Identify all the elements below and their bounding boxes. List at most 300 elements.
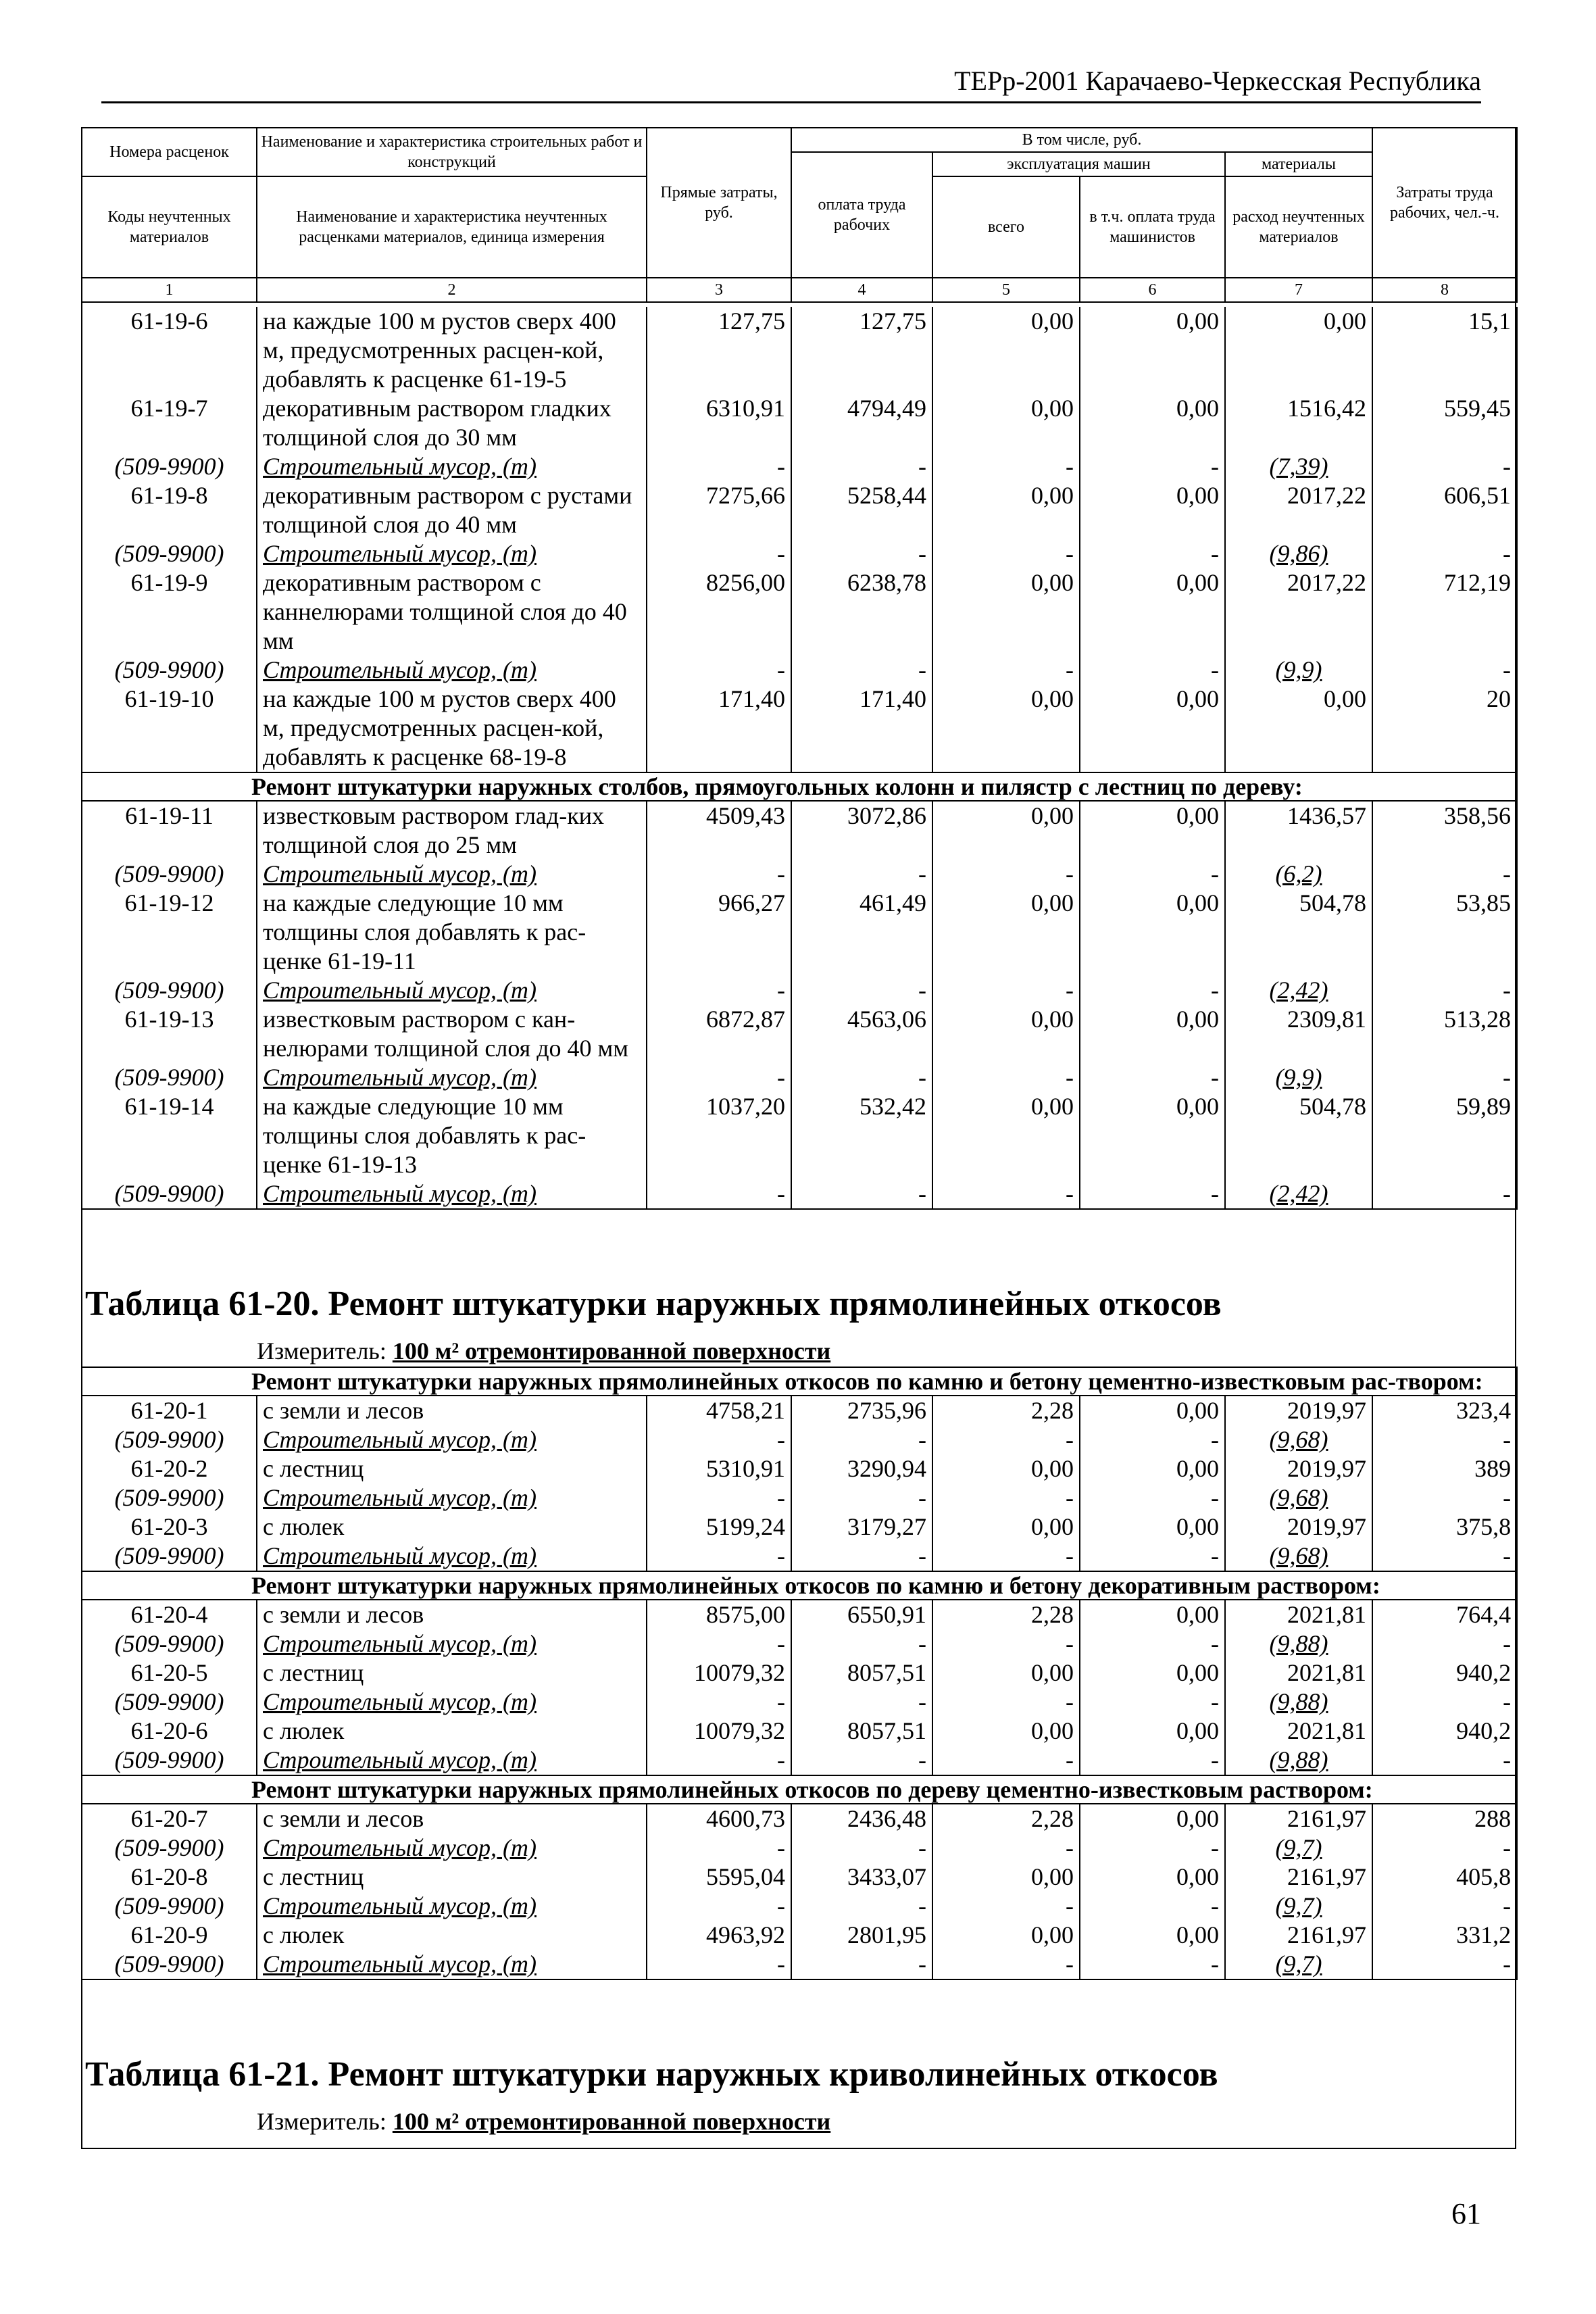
machines-total: - — [932, 1833, 1080, 1863]
labor-pay: - — [791, 1833, 932, 1863]
material-row — [82, 1063, 1517, 1092]
machines-total: 0,00 — [932, 394, 1080, 452]
rate-code: (509-9900) — [82, 1542, 257, 1571]
materials-value: 2309,81 — [1225, 1005, 1372, 1063]
labor-hours: - — [1372, 452, 1517, 481]
labor-pay: - — [791, 1892, 932, 1921]
machines-total: 0,00 — [932, 568, 1080, 656]
page-header: ТЕРр-2001 Карачаево-Черкесская Республика — [954, 66, 1481, 96]
labor-pay: - — [791, 1542, 932, 1571]
labor-hours: 606,51 — [1372, 481, 1517, 539]
labor-hours: - — [1372, 1892, 1517, 1921]
machinist-pay: - — [1080, 1833, 1225, 1863]
rate-code: 61-20-1 — [82, 1396, 257, 1425]
labor-pay: - — [791, 1483, 932, 1512]
machinist-pay: 0,00 — [1080, 889, 1225, 976]
rate-description: Строительный мусор, (т) — [257, 976, 647, 1005]
machinist-pay: 0,00 — [1080, 1658, 1225, 1688]
machinist-pay: - — [1080, 1688, 1225, 1717]
rate-description: Строительный мусор, (т) — [257, 452, 647, 481]
machines-total: 0,00 — [932, 1005, 1080, 1063]
rate-description: Строительный мусор, (т) — [257, 1542, 647, 1571]
material-row — [82, 1950, 1517, 1979]
labor-hours: 940,2 — [1372, 1717, 1517, 1746]
machines-total: 0,00 — [932, 889, 1080, 976]
rate-code: (509-9900) — [82, 1483, 257, 1512]
materials-value: (9,68) — [1225, 1483, 1372, 1512]
machinist-pay: 0,00 — [1080, 801, 1225, 860]
direct-costs: 4963,92 — [647, 1921, 791, 1950]
rate-code: (509-9900) — [82, 452, 257, 481]
machines-total: 0,00 — [932, 1921, 1080, 1950]
machines-total: - — [932, 1892, 1080, 1921]
labor-pay: - — [791, 539, 932, 568]
machines-total: 2,28 — [932, 1396, 1080, 1425]
section-title: Ремонт штукатурки наружных столбов, прямоугольных колонн и пилястр с лестниц по дереву: — [82, 772, 1517, 801]
labor-hours: 358,56 — [1372, 801, 1517, 860]
rate-description: Строительный мусор, (т) — [257, 1833, 647, 1863]
labor-pay: 3433,07 — [791, 1863, 932, 1892]
measure-label: Измеритель: — [257, 2108, 386, 2135]
labor-hours: 15,1 — [1372, 307, 1517, 394]
labor-hours: 389 — [1372, 1454, 1517, 1483]
material-row — [82, 1892, 1517, 1921]
labor-hours: 288 — [1372, 1804, 1517, 1833]
rate-row — [82, 481, 1517, 539]
machines-total: 0,00 — [932, 1092, 1080, 1179]
materials-value: (9,68) — [1225, 1425, 1372, 1454]
rate-description: Строительный мусор, (т) — [257, 1179, 647, 1209]
rate-row — [82, 801, 1517, 860]
direct-costs: - — [647, 1950, 791, 1979]
machinist-pay: 0,00 — [1080, 481, 1225, 539]
rate-code: 61-20-6 — [82, 1717, 257, 1746]
material-row — [82, 1542, 1517, 1571]
direct-costs: 5595,04 — [647, 1863, 791, 1892]
machinist-pay: 0,00 — [1080, 1454, 1225, 1483]
labor-pay: - — [791, 1688, 932, 1717]
machinist-pay: - — [1080, 1425, 1225, 1454]
materials-value: (9,7) — [1225, 1950, 1372, 1979]
direct-costs: 4758,21 — [647, 1396, 791, 1425]
rate-code: (509-9900) — [82, 1063, 257, 1092]
column-header — [81, 127, 1518, 303]
rate-description: с лестниц — [257, 1658, 647, 1688]
col-number: 3 — [647, 278, 791, 302]
rate-description: на каждые следующие 10 мм толщины слоя добавлять к рас-ценке 61-19-13 — [257, 1092, 647, 1179]
materials-value: 2019,97 — [1225, 1454, 1372, 1483]
labor-pay: 6238,78 — [791, 568, 932, 656]
table-61-20-measure — [257, 1337, 830, 1365]
rate-row — [82, 1921, 1517, 1950]
rate-code: (509-9900) — [82, 1892, 257, 1921]
labor-hours: 712,19 — [1372, 568, 1517, 656]
labor-hours: - — [1372, 1063, 1517, 1092]
labor-hours: - — [1372, 539, 1517, 568]
page-number: 61 — [1451, 2197, 1481, 2230]
direct-costs: 7275,66 — [647, 481, 791, 539]
rate-description: с люлек — [257, 1717, 647, 1746]
material-row — [82, 1483, 1517, 1512]
rate-code: (509-9900) — [82, 1425, 257, 1454]
materials-value: (9,88) — [1225, 1629, 1372, 1658]
material-row — [82, 1425, 1517, 1454]
machinist-pay: - — [1080, 1483, 1225, 1512]
labor-pay: 127,75 — [791, 307, 932, 394]
labor-hours: - — [1372, 860, 1517, 889]
machinist-pay: - — [1080, 1179, 1225, 1209]
rate-description: с лестниц — [257, 1863, 647, 1892]
labor-hours: 20 — [1372, 685, 1517, 772]
rate-description: Строительный мусор, (т) — [257, 1425, 647, 1454]
direct-costs: 6310,91 — [647, 394, 791, 452]
direct-costs: - — [647, 1179, 791, 1209]
machinist-pay: 0,00 — [1080, 394, 1225, 452]
labor-pay: 2801,95 — [791, 1921, 932, 1950]
material-row — [82, 976, 1517, 1005]
labor-hours: - — [1372, 1483, 1517, 1512]
direct-costs: 8256,00 — [647, 568, 791, 656]
direct-costs: - — [647, 1483, 791, 1512]
machinist-pay: 0,00 — [1080, 1396, 1225, 1425]
machinist-pay: 0,00 — [1080, 1863, 1225, 1892]
machines-total: - — [932, 1688, 1080, 1717]
labor-hours: 559,45 — [1372, 394, 1517, 452]
section-title: Ремонт штукатурки наружных прямолинейных откосов по камню и бетону цементно-известковым рас-твором: — [82, 1367, 1517, 1396]
col-number: 8 — [1372, 278, 1517, 302]
rate-code: (509-9900) — [82, 539, 257, 568]
labor-hours: 764,4 — [1372, 1600, 1517, 1629]
rate-row — [82, 1512, 1517, 1542]
materials-value: 2161,97 — [1225, 1863, 1372, 1892]
labor-hours: - — [1372, 1629, 1517, 1658]
machines-total: - — [932, 1179, 1080, 1209]
labor-hours: - — [1372, 1688, 1517, 1717]
rate-code: (509-9900) — [82, 1688, 257, 1717]
materials-value: 2021,81 — [1225, 1658, 1372, 1688]
machines-total: - — [932, 539, 1080, 568]
materials-value: (9,68) — [1225, 1542, 1372, 1571]
rate-row — [82, 1863, 1517, 1892]
machinist-pay: 0,00 — [1080, 1921, 1225, 1950]
col6-header: в т.ч. оплата труда машинистов — [1080, 176, 1225, 278]
machines-total: - — [932, 976, 1080, 1005]
rate-description: Строительный мусор, (т) — [257, 1892, 647, 1921]
labor-pay: - — [791, 1425, 932, 1454]
materials-value: 0,00 — [1225, 685, 1372, 772]
rate-code: (509-9900) — [82, 1179, 257, 1209]
materials-value: 504,78 — [1225, 889, 1372, 976]
rate-code: 61-20-7 — [82, 1804, 257, 1833]
material-row — [82, 656, 1517, 685]
group-header: В том числе, руб. — [791, 128, 1372, 152]
measure-value: 100 м² отремонтированной поверхности — [392, 1337, 831, 1364]
labor-pay: - — [791, 860, 932, 889]
rate-description: Строительный мусор, (т) — [257, 1950, 647, 1979]
materials-value: 504,78 — [1225, 1092, 1372, 1179]
materials-value: 2019,97 — [1225, 1396, 1372, 1425]
materials-header: материалы — [1225, 152, 1372, 176]
materials-value: (6,2) — [1225, 860, 1372, 889]
machinist-pay: - — [1080, 860, 1225, 889]
machinist-pay: - — [1080, 1892, 1225, 1921]
machines-total: 0,00 — [932, 801, 1080, 860]
labor-pay: 4794,49 — [791, 394, 932, 452]
labor-pay: 6550,91 — [791, 1600, 932, 1629]
rate-description: Строительный мусор, (т) — [257, 1688, 647, 1717]
labor-pay: - — [791, 452, 932, 481]
table-61-21-measure — [257, 2107, 830, 2136]
machinist-pay: - — [1080, 1746, 1225, 1775]
material-row — [82, 1179, 1517, 1209]
machinist-pay: 0,00 — [1080, 568, 1225, 656]
machines-total: - — [932, 1746, 1080, 1775]
machines-total: 0,00 — [932, 307, 1080, 394]
machinist-pay: - — [1080, 1950, 1225, 1979]
machines-total: - — [932, 1629, 1080, 1658]
machinist-pay: - — [1080, 452, 1225, 481]
rates-table-61-19 — [81, 307, 1518, 1210]
direct-costs: - — [647, 539, 791, 568]
machinist-pay: 0,00 — [1080, 1512, 1225, 1542]
col-number: 5 — [932, 278, 1080, 302]
rate-code: (509-9900) — [82, 656, 257, 685]
rate-row — [82, 1396, 1517, 1425]
labor-hours: 53,85 — [1372, 889, 1517, 976]
labor-hours: 331,2 — [1372, 1921, 1517, 1950]
direct-costs: 966,27 — [647, 889, 791, 976]
direct-costs: - — [647, 1746, 791, 1775]
labor-pay: - — [791, 1629, 932, 1658]
material-row — [82, 1688, 1517, 1717]
labor-hours: - — [1372, 976, 1517, 1005]
machinist-pay: 0,00 — [1080, 307, 1225, 394]
machines-total: 0,00 — [932, 1658, 1080, 1688]
machines-total: - — [932, 1425, 1080, 1454]
materials-value: (2,42) — [1225, 1179, 1372, 1209]
col1-bottom-header: Коды неучтенных материалов — [82, 176, 257, 278]
machinist-pay: - — [1080, 1629, 1225, 1658]
rate-row — [82, 1600, 1517, 1629]
direct-costs: - — [647, 976, 791, 1005]
measure-label: Измеритель: — [257, 1337, 386, 1364]
rate-description: Строительный мусор, (т) — [257, 1746, 647, 1775]
rate-code: (509-9900) — [82, 976, 257, 1005]
labor-hours: - — [1372, 1179, 1517, 1209]
machines-total: - — [932, 656, 1080, 685]
labor-hours: 940,2 — [1372, 1658, 1517, 1688]
direct-costs: - — [647, 1063, 791, 1092]
materials-value: 2017,22 — [1225, 481, 1372, 539]
rate-code: 61-20-5 — [82, 1658, 257, 1688]
rate-description: с люлек — [257, 1921, 647, 1950]
labor-pay: 8057,51 — [791, 1717, 932, 1746]
material-row — [82, 860, 1517, 889]
machines-total: - — [932, 860, 1080, 889]
labor-hours: 375,8 — [1372, 1512, 1517, 1542]
rate-description: известковым раствором глад-ких толщиной слоя до 25 мм — [257, 801, 647, 860]
materials-value: (9,86) — [1225, 539, 1372, 568]
col2-top-header: Наименование и характеристика строительных работ и конструкций — [257, 128, 647, 176]
col-number: 7 — [1225, 278, 1372, 302]
materials-value: 1516,42 — [1225, 394, 1372, 452]
labor-pay: 3179,27 — [791, 1512, 932, 1542]
rate-code: 61-19-10 — [82, 685, 257, 772]
rates-table-61-20 — [81, 1367, 1518, 1980]
direct-costs: 4600,73 — [647, 1804, 791, 1833]
materials-value: 1436,57 — [1225, 801, 1372, 860]
labor-pay: - — [791, 656, 932, 685]
direct-costs: 127,75 — [647, 307, 791, 394]
direct-costs: 10079,32 — [647, 1658, 791, 1688]
rate-row — [82, 1005, 1517, 1063]
materials-value: (9,7) — [1225, 1892, 1372, 1921]
rate-description: на каждые 100 м рустов сверх 400 м, предусмотренных расцен-кой, добавлять к расценке 68-19-8 — [257, 685, 647, 772]
materials-value: 2019,97 — [1225, 1512, 1372, 1542]
rate-code: 61-19-11 — [82, 801, 257, 860]
rate-row — [82, 1658, 1517, 1688]
rate-description: Строительный мусор, (т) — [257, 1483, 647, 1512]
direct-costs: - — [647, 452, 791, 481]
direct-costs: 1037,20 — [647, 1092, 791, 1179]
materials-value: (7,39) — [1225, 452, 1372, 481]
rate-description: известковым раствором с кан-нелюрами толщиной слоя до 40 мм — [257, 1005, 647, 1063]
rate-row — [82, 307, 1517, 394]
machines-total: 0,00 — [932, 1863, 1080, 1892]
labor-pay: 4563,06 — [791, 1005, 932, 1063]
materials-value: (9,7) — [1225, 1833, 1372, 1863]
rate-code: 61-20-8 — [82, 1863, 257, 1892]
rate-row — [82, 1717, 1517, 1746]
machines-total: 2,28 — [932, 1600, 1080, 1629]
rate-description: с лестниц — [257, 1454, 647, 1483]
rate-code: 61-19-14 — [82, 1092, 257, 1179]
material-row — [82, 1629, 1517, 1658]
rate-row — [82, 568, 1517, 656]
direct-costs: 5199,24 — [647, 1512, 791, 1542]
rate-row — [82, 1454, 1517, 1483]
col1-top-header: Номера расценок — [82, 128, 257, 176]
materials-value: (9,88) — [1225, 1688, 1372, 1717]
direct-costs: - — [647, 1629, 791, 1658]
rate-code: (509-9900) — [82, 1629, 257, 1658]
materials-value: 2021,81 — [1225, 1600, 1372, 1629]
machinist-pay: 0,00 — [1080, 1717, 1225, 1746]
labor-hours: - — [1372, 1833, 1517, 1863]
rate-code: (509-9900) — [82, 1746, 257, 1775]
labor-hours: - — [1372, 656, 1517, 685]
header-rule — [101, 101, 1481, 103]
material-row — [82, 1833, 1517, 1863]
direct-costs: - — [647, 1425, 791, 1454]
machinist-pay: 0,00 — [1080, 685, 1225, 772]
machinist-pay: - — [1080, 1063, 1225, 1092]
labor-pay: - — [791, 1063, 932, 1092]
direct-costs: 10079,32 — [647, 1717, 791, 1746]
materials-value: (9,88) — [1225, 1746, 1372, 1775]
labor-pay: 3072,86 — [791, 801, 932, 860]
rate-code: 61-19-13 — [82, 1005, 257, 1063]
table-61-20-title: Таблица 61-20. Ремонт штукатурки наружных прямолинейных откосов — [85, 1285, 1222, 1323]
machinist-pay: - — [1080, 656, 1225, 685]
rate-description: декоративным раствором с каннелюрами толщиной слоя до 40 мм — [257, 568, 647, 656]
section-title: Ремонт штукатурки наружных прямолинейных откосов по камню и бетону декоративным раствором: — [82, 1571, 1517, 1600]
labor-pay: - — [791, 1746, 932, 1775]
rate-description: с земли и лесов — [257, 1396, 647, 1425]
rate-row — [82, 394, 1517, 452]
machinist-pay: 0,00 — [1080, 1804, 1225, 1833]
labor-hours: - — [1372, 1746, 1517, 1775]
rate-row — [82, 685, 1517, 772]
materials-value: 2161,97 — [1225, 1804, 1372, 1833]
col4-header: оплата труда рабочих — [791, 152, 932, 278]
machines-total: - — [932, 1063, 1080, 1092]
materials-value: 0,00 — [1225, 307, 1372, 394]
labor-pay: 8057,51 — [791, 1658, 932, 1688]
direct-costs: 4509,43 — [647, 801, 791, 860]
machinist-pay: - — [1080, 1542, 1225, 1571]
rate-code: (509-9900) — [82, 860, 257, 889]
machines-total: - — [932, 1542, 1080, 1571]
rate-description: декоративным раствором с рустами толщиной слоя до 40 мм — [257, 481, 647, 539]
labor-hours: 323,4 — [1372, 1396, 1517, 1425]
material-row — [82, 452, 1517, 481]
rate-code: 61-19-12 — [82, 889, 257, 976]
material-row — [82, 1746, 1517, 1775]
direct-costs: 8575,00 — [647, 1600, 791, 1629]
labor-pay: 5258,44 — [791, 481, 932, 539]
material-row — [82, 539, 1517, 568]
machines-total: 0,00 — [932, 481, 1080, 539]
direct-costs: 171,40 — [647, 685, 791, 772]
machines-total: 2,28 — [932, 1804, 1080, 1833]
measure-value: 100 м² отремонтированной поверхности — [392, 2108, 831, 2135]
col-number: 1 — [82, 278, 257, 302]
labor-pay: 171,40 — [791, 685, 932, 772]
rate-description: с люлек — [257, 1512, 647, 1542]
machinist-pay: 0,00 — [1080, 1005, 1225, 1063]
rate-description: Строительный мусор, (т) — [257, 539, 647, 568]
materials-value: (9,9) — [1225, 656, 1372, 685]
rate-description: с земли и лесов — [257, 1600, 647, 1629]
direct-costs: - — [647, 656, 791, 685]
col-number: 2 — [257, 278, 647, 302]
machinist-pay: 0,00 — [1080, 1600, 1225, 1629]
materials-value: 2021,81 — [1225, 1717, 1372, 1746]
rate-code: (509-9900) — [82, 1950, 257, 1979]
direct-costs: 5310,91 — [647, 1454, 791, 1483]
labor-pay: 2436,48 — [791, 1804, 932, 1833]
rate-code: 61-19-6 — [82, 307, 257, 394]
labor-hours: 59,89 — [1372, 1092, 1517, 1179]
rate-code: 61-20-3 — [82, 1512, 257, 1542]
labor-hours: 513,28 — [1372, 1005, 1517, 1063]
rate-code: 61-20-9 — [82, 1921, 257, 1950]
rate-description: Строительный мусор, (т) — [257, 860, 647, 889]
rate-code: 61-20-2 — [82, 1454, 257, 1483]
labor-pay: 461,49 — [791, 889, 932, 976]
direct-costs: - — [647, 1892, 791, 1921]
machinist-pay: 0,00 — [1080, 1092, 1225, 1179]
machines-total: 0,00 — [932, 1717, 1080, 1746]
labor-hours: - — [1372, 1542, 1517, 1571]
col-number: 4 — [791, 278, 932, 302]
rate-row — [82, 889, 1517, 976]
rate-description: Строительный мусор, (т) — [257, 1063, 647, 1092]
col3-header: Прямые затраты, руб. — [647, 128, 791, 278]
rate-code: 61-19-9 — [82, 568, 257, 656]
rate-description: Строительный мусор, (т) — [257, 656, 647, 685]
